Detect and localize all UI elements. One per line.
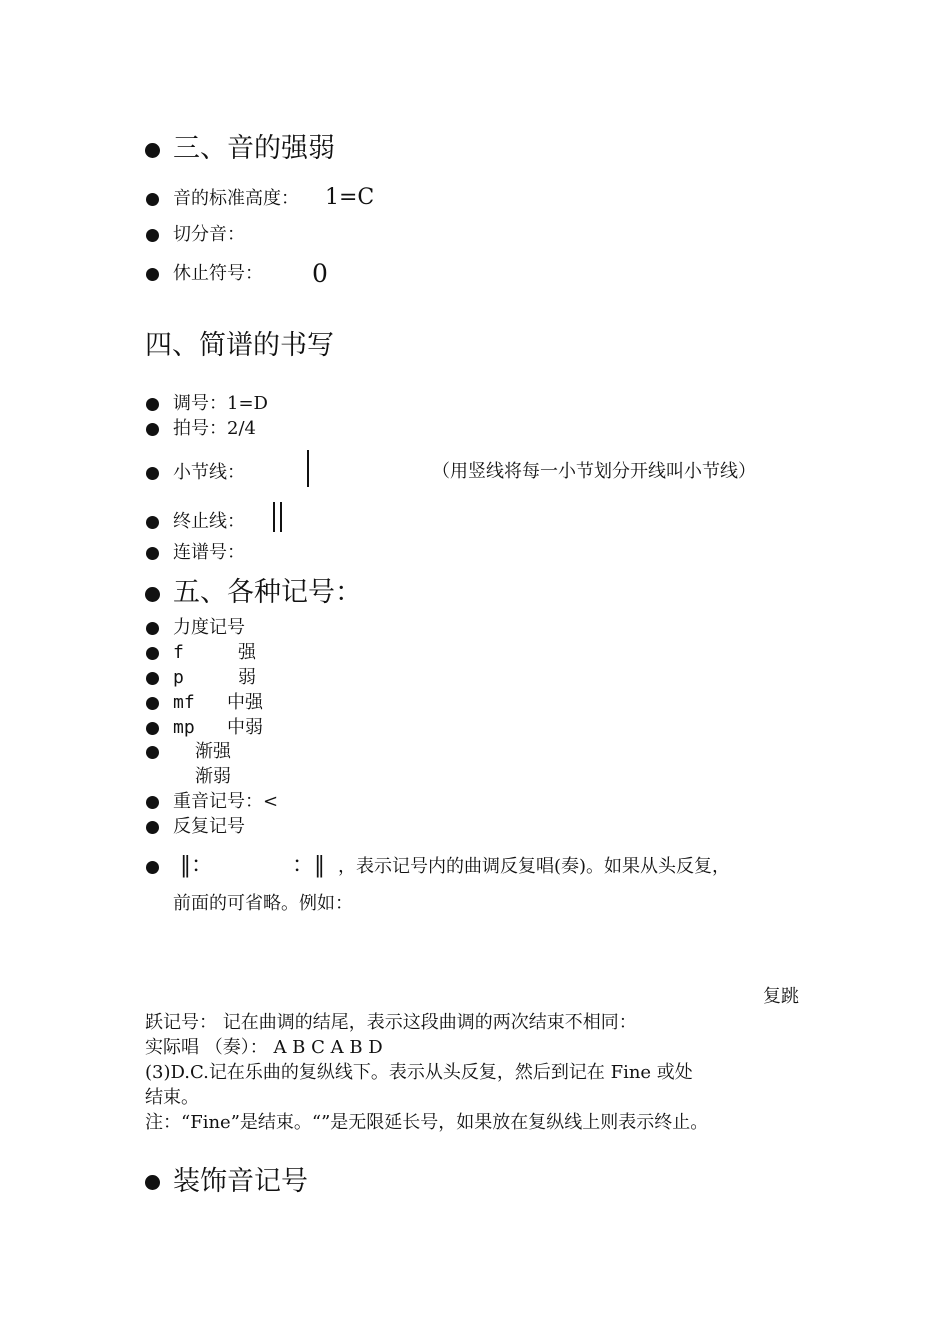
bullet-icon [146, 861, 159, 874]
section-heading-5: 五、各种记号： [173, 577, 362, 608]
bullet-icon [146, 796, 159, 809]
tie-label: 连谱号： [173, 542, 245, 563]
bullet-icon [146, 398, 159, 411]
bullet-icon [146, 672, 159, 685]
time-signature: 拍号：2/4 [173, 418, 256, 439]
bullet-icon [145, 587, 160, 602]
standard-pitch-value: 1=C [325, 185, 375, 210]
bullet-icon [146, 547, 159, 560]
bullet-icon [146, 697, 159, 710]
barline-symbol [307, 450, 309, 487]
fine-note: 注：“Fine”是结束。“”是无限延长号，如果放在复纵线上则表示终止。 [145, 1112, 709, 1133]
section-heading-3: 三、音的强弱 [173, 133, 335, 164]
bullet-icon [146, 268, 159, 281]
rest-symbol-label: 休止符号： [173, 263, 263, 284]
syncopation-label: 切分音： [173, 224, 245, 245]
section-heading-4: 四、简谱的书写 [145, 330, 334, 361]
dynamic-symbol: f [173, 642, 184, 663]
dynamic-symbol: p [173, 667, 184, 688]
dynamic-meaning: 中弱 [227, 717, 263, 738]
bullet-icon [146, 647, 159, 660]
endline-symbol-right [280, 502, 282, 532]
bullet-icon [146, 467, 159, 480]
dynamic-meaning: 中强 [227, 692, 263, 713]
bullet-icon [146, 193, 159, 206]
repeat-open-symbol: ‖： [180, 853, 214, 878]
diminuendo-label: 渐弱 [195, 766, 231, 787]
bullet-icon [145, 143, 160, 158]
rest-symbol-value: 0 [312, 259, 328, 288]
dynamic-meaning: 弱 [238, 667, 256, 688]
bullet-icon [146, 229, 159, 242]
bullet-icon [145, 1175, 160, 1190]
accent-label: 重音记号：< [173, 791, 279, 812]
repeat-description-cont: 前面的可省略。例如： [173, 893, 353, 914]
dynamic-symbol: mf [173, 692, 195, 713]
dynamic-meaning: 强 [238, 642, 256, 663]
barline-label: 小节线： [173, 462, 245, 483]
repeat-description: ，表示记号内的曲调反复唱(奏)。如果从头反复， [338, 856, 731, 877]
dynamics-title: 力度记号 [173, 617, 245, 638]
bullet-icon [146, 746, 159, 759]
endline-symbol-left [273, 502, 275, 532]
jump-label-part1: 复跳 [763, 986, 799, 1007]
dynamic-symbol: mp [173, 717, 195, 738]
dc-line-2: 结束。 [145, 1087, 199, 1108]
jump-label-part2: 跃记号： 记在曲调的结尾，表示这段曲调的两次结束不相同： [145, 1012, 637, 1033]
actual-performance: 实际唱 （奏）： A B C A B D [145, 1037, 383, 1058]
key-signature: 调号：1=D [173, 393, 268, 414]
bullet-icon [146, 821, 159, 834]
endline-label: 终止线： [173, 511, 245, 532]
bullet-icon [146, 516, 159, 529]
ornament-heading: 装饰音记号 [173, 1166, 308, 1197]
repeat-close-symbol: ：‖ [292, 853, 326, 878]
repeat-title: 反复记号 [173, 816, 245, 837]
bullet-icon [146, 722, 159, 735]
bullet-icon [146, 423, 159, 436]
standard-pitch-label: 音的标准高度： [173, 188, 299, 209]
barline-note: （用竖线将每一小节划分开线叫小节线） [432, 461, 756, 482]
crescendo-label: 渐强 [195, 741, 231, 762]
bullet-icon [146, 622, 159, 635]
dc-line-1: (3)D.C.记在乐曲的复纵线下。表示从头反复，然后到记在 Fine 或处 [145, 1062, 693, 1083]
